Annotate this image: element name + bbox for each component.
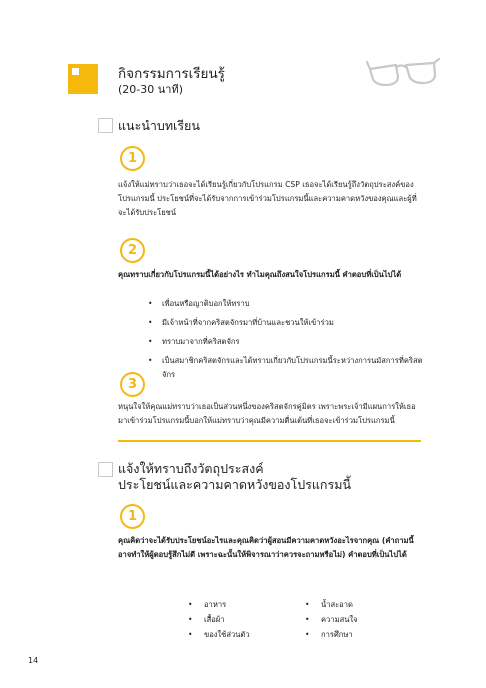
header-badge xyxy=(68,64,98,94)
step-3-text: หนุนใจให้คุณแม่ทราบว่าเธอเป็นส่วนหนึ่งของคริสตจักรคู่มิตร เพราะพระเจ้ามีแผนการให้เธอมาเข้าร่วมโปรแกรมนี้บอกให้แม่ทราบว่าคุณมีความตื่นเต้นที่เธอจะเข้าร่วมโปรแกรมนี้ xyxy=(118,402,416,425)
section-title-objectives-line2: ประโยชน์และความคาดหวังของโปรแกรมนี้ xyxy=(118,477,352,492)
header-badge-notch xyxy=(72,68,79,75)
section-title-intro: แนะนำบทเรียน xyxy=(118,118,200,133)
step-number-badge: 2 xyxy=(120,238,145,263)
list-item: • อาหาร xyxy=(188,600,227,609)
answer-list xyxy=(148,297,424,387)
list-item: • เสื้อผ้า xyxy=(188,615,225,624)
page-number: 14 xyxy=(28,656,39,665)
activity-duration: (20-30 นาที) xyxy=(118,83,183,96)
list-item: • เพื่อนหรือญาติบอกให้ทราบ xyxy=(148,297,424,311)
step-number-badge: 1 xyxy=(120,504,145,529)
list-item: • การศึกษา xyxy=(305,630,353,639)
list-item: • น้ำสะอาด xyxy=(305,600,353,609)
section-title-objectives: แจ้งให้ทราบถึงวัตถุประสงค์ xyxy=(118,461,264,476)
step-2-question: คุณทราบเกี่ยวกับโปรแกรมนี้ได้อย่างไร ทำไมคุณถึงสนใจโปรแกรมนี้ คำตอบที่เป็นไปได้ xyxy=(118,270,402,279)
list-item: • เป็นสมาชิกคริสตจักรและได้ทราบเกี่ยวกับโปรแกรมนี้ระหว่างการนมัสการที่คริสตจักร xyxy=(148,354,424,382)
step-1-text: แจ้งให้แม่ทราบว่าเธอจะได้เรียนรู้เกี่ยวกับโปรแกรม CSP เธอจะได้เรียนรู้ถึงวัตถุประสงค์ของโปรแกรมนี้ ประโยชน์ที่จะได้รับจากการเข้าร่วมโปรแกรมนี้และความคาดหวังของคุณและผู้ที่จะได้รับประโยชน์ xyxy=(118,180,417,217)
list-item: • มีเจ้าหน้าที่จากคริสตจักรมาที่บ้านและชวนให้เข้าร่วม xyxy=(148,316,424,330)
checkbox-icon xyxy=(98,462,113,477)
list-item: • ทราบมาจากที่คริสตจักร xyxy=(148,335,424,349)
list-item: • ความสนใจ xyxy=(305,615,358,624)
list-item: • ของใช้ส่วนตัว xyxy=(188,630,250,639)
step-number-badge: 3 xyxy=(120,372,145,397)
objectives-question: คุณคิดว่าจะได้รับประโยชน์อะไรและคุณคิดว่าผู้สอนมีความคาดหวังอะไรจากคุณ (คำถามนี้อาจทำให้ผู้ตอบรู้สึกไม่ดี เพราะฉะนั้นให้พิจารณาว่าควรจะถามหรือไม่) คำตอบที่เป็นไปได้ xyxy=(118,536,414,559)
page-title: กิจกรรมการเรียนรู้ xyxy=(118,66,225,82)
checkbox-icon xyxy=(98,118,113,133)
step-number-badge: 1 xyxy=(120,146,145,171)
section-divider xyxy=(118,440,421,442)
glasses-icon xyxy=(366,56,440,90)
